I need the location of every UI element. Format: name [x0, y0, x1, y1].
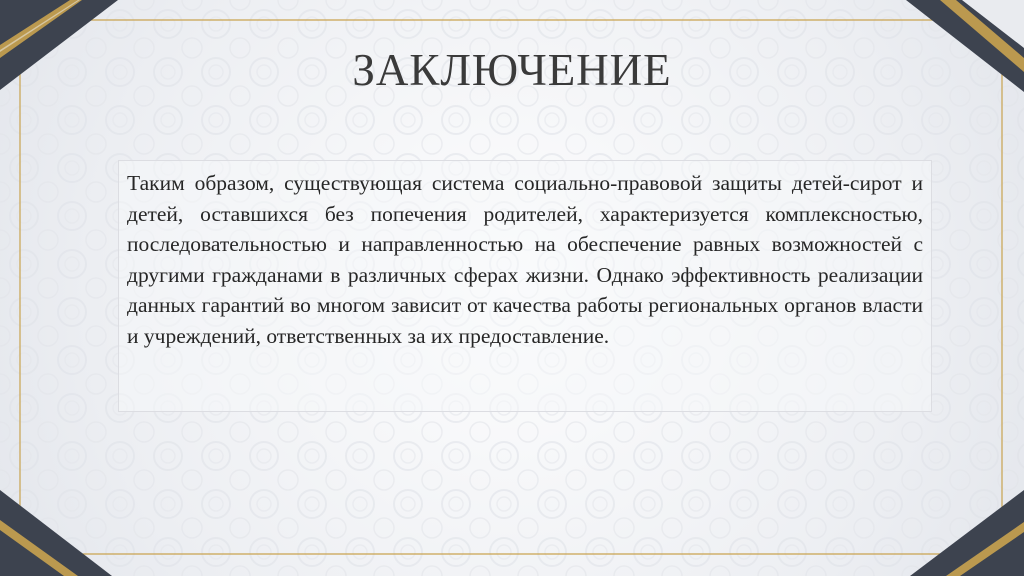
slide-title: ЗАКЛЮЧЕНИЕ	[352, 45, 672, 95]
corner-bottom-left	[0, 490, 112, 576]
body-paragraph: Таким образом, существующая система социально-правовой защиты детей-сирот и детей, оставшихся без попечения родителей, характеризуется комплексностью, последовательностью и направленностью на обеспечение равных возможностей с другими гражданами в различных сферах жизни. Однако эффективность реализации данных гарантий во многом зависит от качества работы региональных органов власти и учреждений, ответственных за их предоставление.	[127, 171, 923, 348]
body-text-box	[118, 160, 932, 412]
corner-bottom-right	[910, 490, 1024, 576]
